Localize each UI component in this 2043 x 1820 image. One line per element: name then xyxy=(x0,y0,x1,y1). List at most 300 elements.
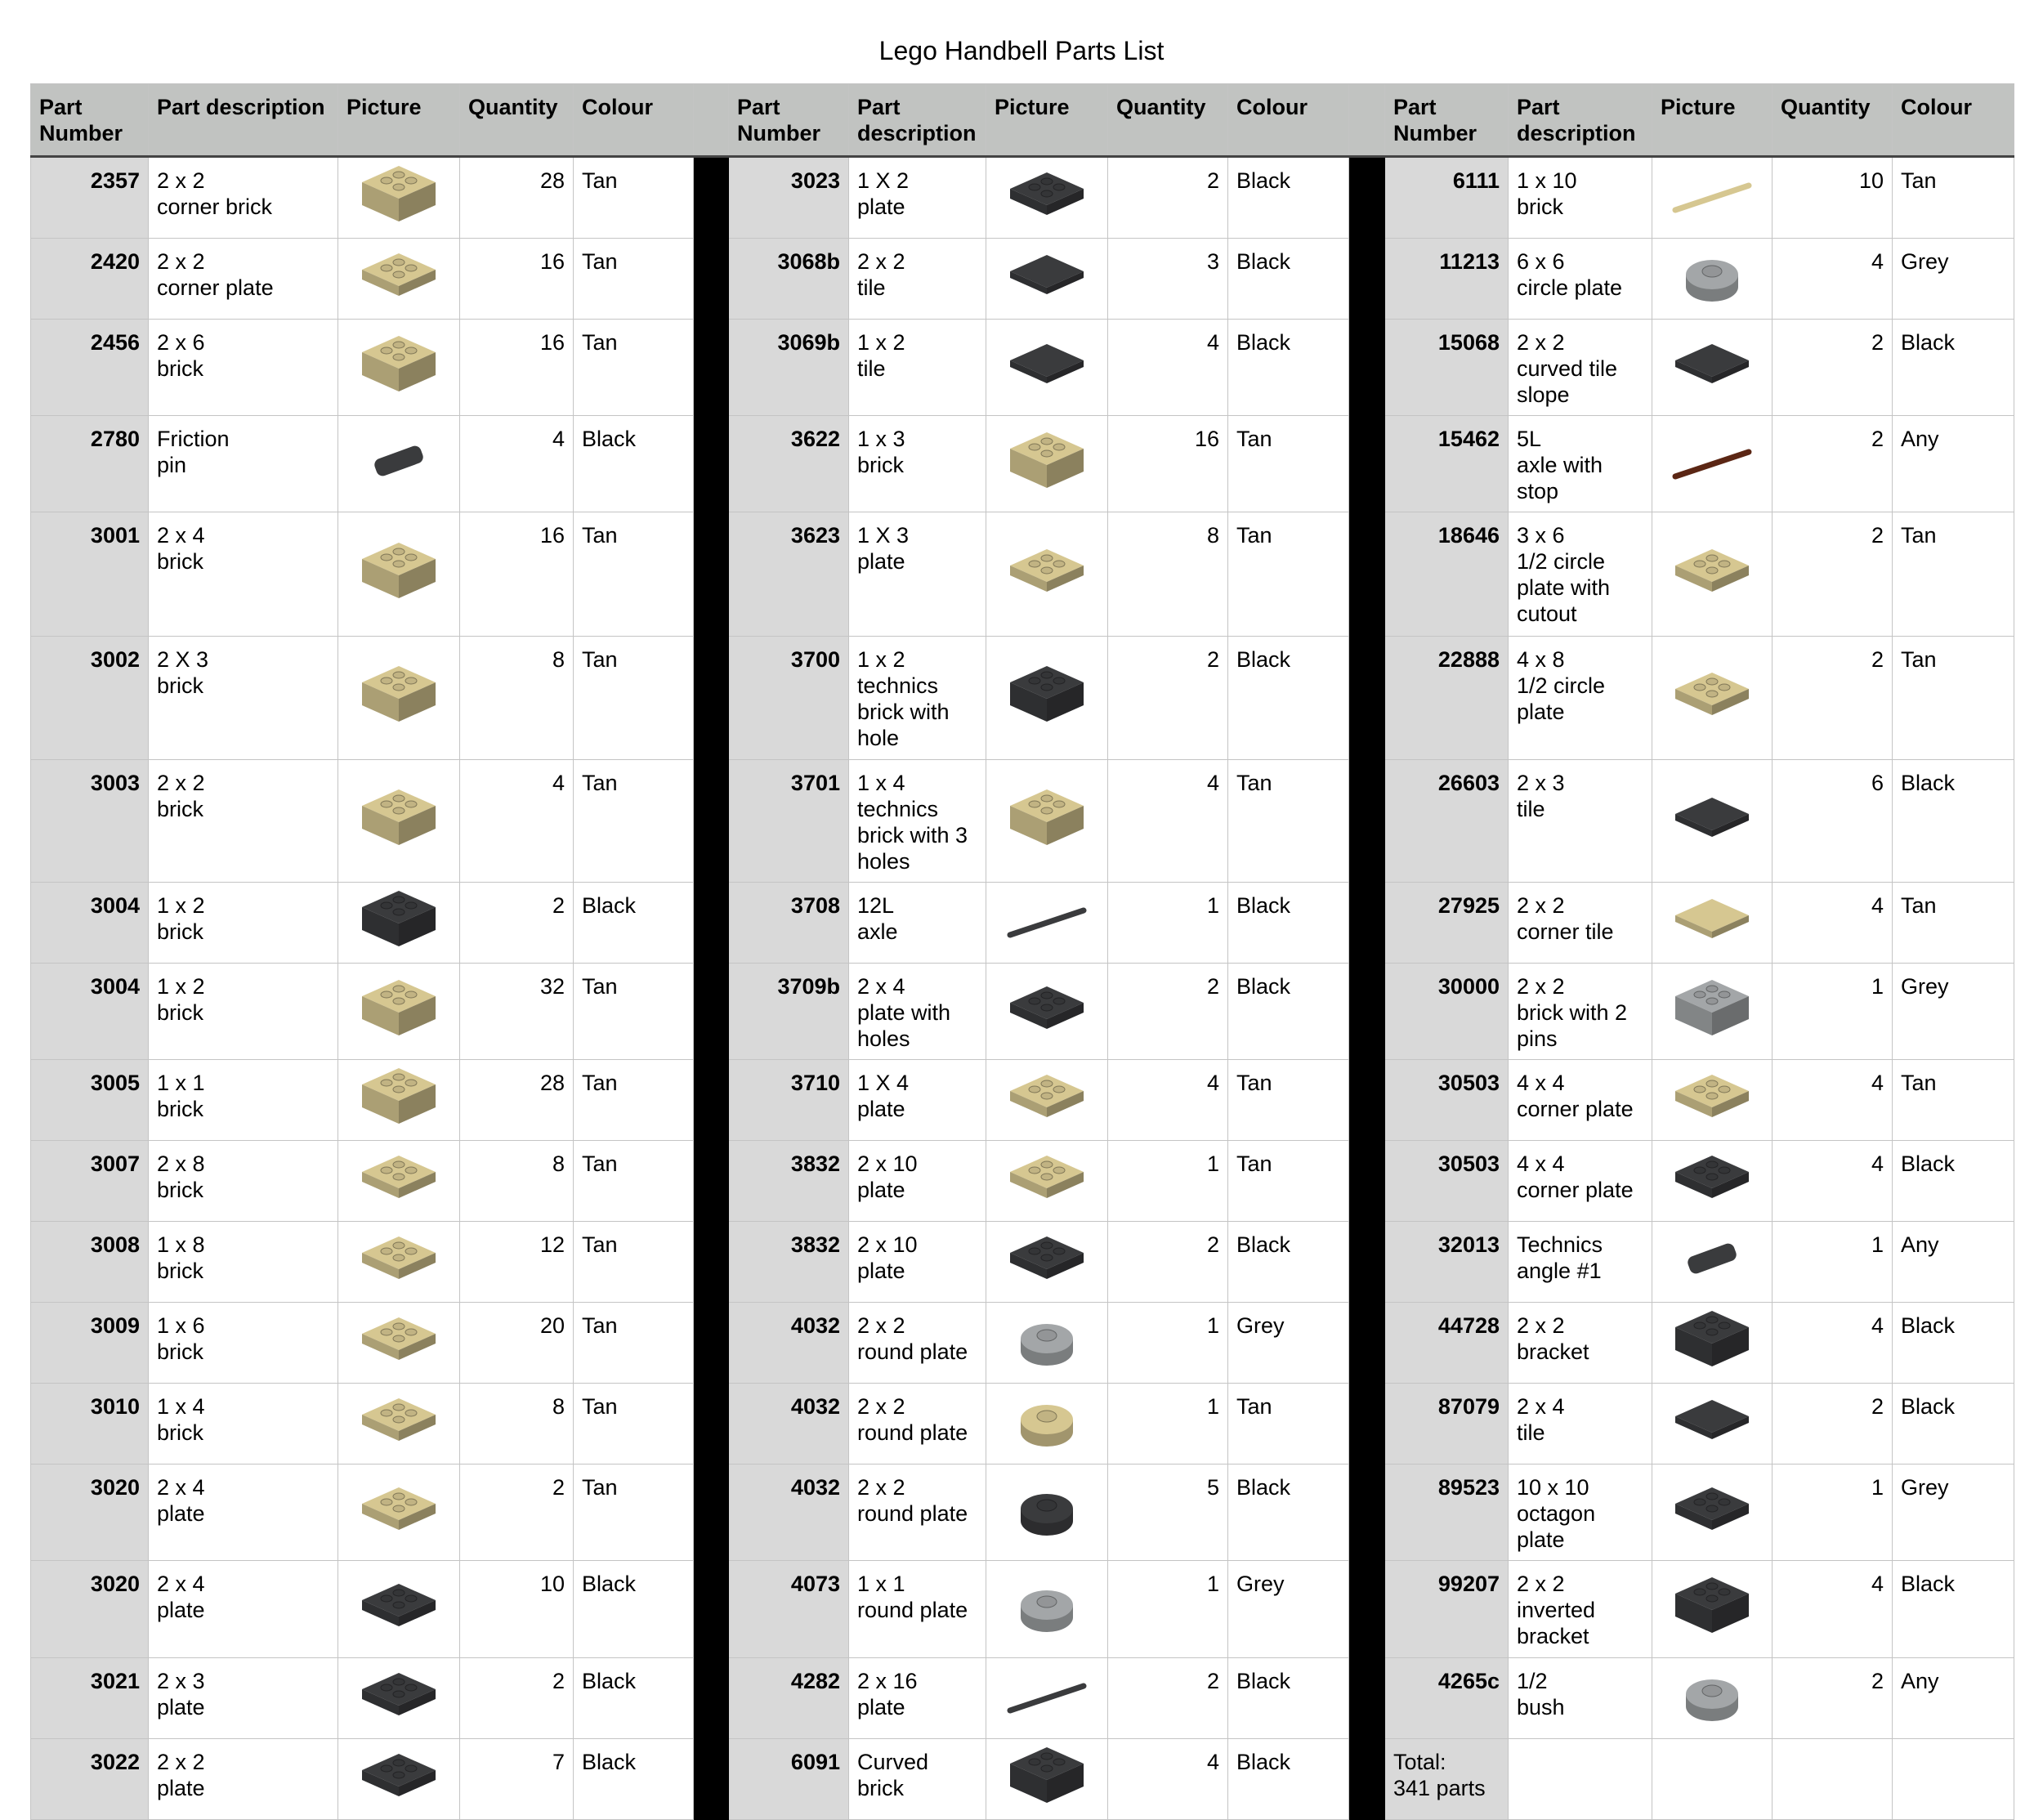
colour: Tan xyxy=(574,1384,694,1464)
part-number: 3832 xyxy=(729,1141,849,1222)
part-number: 27925 xyxy=(1385,883,1509,964)
part-picture xyxy=(1652,637,1773,760)
brick-icon xyxy=(998,1742,1096,1816)
part-description: 2 x 2 inverted bracket xyxy=(1509,1561,1652,1658)
part-description: Technics angle #1 xyxy=(1509,1222,1652,1303)
colour: Black xyxy=(1228,157,1349,239)
colour: Black xyxy=(1893,1384,2014,1464)
colour: Black xyxy=(1228,239,1349,320)
column-separator xyxy=(1349,1464,1385,1561)
part-picture xyxy=(986,1303,1108,1384)
table-row xyxy=(31,760,2014,883)
quantity: 1 xyxy=(1773,1222,1893,1303)
header-picture: Picture xyxy=(1652,84,1773,157)
part-description: 4 x 4 corner plate xyxy=(1509,1141,1652,1222)
quantity: 4 xyxy=(1773,239,1893,320)
colour: Tan xyxy=(574,157,694,239)
part-picture xyxy=(986,1222,1108,1303)
colour: Tan xyxy=(574,512,694,637)
column-separator xyxy=(1349,157,1385,239)
part-description: 2 x 4 brick xyxy=(149,512,338,637)
colour: Black xyxy=(574,883,694,964)
part-description: 1 x 1 brick xyxy=(149,1060,338,1141)
column-separator xyxy=(1349,239,1385,320)
part-description: 1 x 1 round plate xyxy=(849,1561,986,1658)
colour: Tan xyxy=(574,964,694,1060)
part-number: 3710 xyxy=(729,1060,849,1141)
part-description: 3 x 6 1/2 circle plate with cutout xyxy=(1509,512,1652,637)
part-number: 2420 xyxy=(31,239,149,320)
colour xyxy=(1893,1739,2014,1820)
column-separator xyxy=(1349,320,1385,416)
column-separator xyxy=(694,1141,729,1222)
part-number: 4073 xyxy=(729,1561,849,1658)
part-description: 2 x 2 tile xyxy=(849,239,986,320)
quantity: 16 xyxy=(460,320,574,416)
brick-icon xyxy=(350,161,448,235)
table-row xyxy=(31,883,2014,964)
plate-icon xyxy=(998,161,1096,235)
colour: Tan xyxy=(1228,760,1349,883)
part-number: 3001 xyxy=(31,512,149,637)
part-description: 2 X 3 brick xyxy=(149,637,338,760)
part-number: 3709b xyxy=(729,964,849,1060)
part-picture xyxy=(1652,1739,1773,1820)
part-picture xyxy=(338,157,460,239)
part-number: 3021 xyxy=(31,1658,149,1739)
column-separator xyxy=(694,512,729,637)
table-row xyxy=(31,1303,2014,1384)
brick-icon xyxy=(350,331,448,405)
part-picture xyxy=(338,1303,460,1384)
quantity: 4 xyxy=(1108,1060,1228,1141)
brick-icon xyxy=(350,785,448,858)
quantity: 8 xyxy=(1108,512,1228,637)
part-number: 4265c xyxy=(1385,1658,1509,1739)
column-separator xyxy=(1349,1658,1385,1739)
part-number: 3069b xyxy=(729,320,849,416)
plate-icon xyxy=(350,1572,448,1646)
column-separator xyxy=(694,1561,729,1658)
quantity: 4 xyxy=(1773,1303,1893,1384)
colour: Tan xyxy=(1893,157,2014,239)
part-description: 4 x 8 1/2 circle plate xyxy=(1509,637,1652,760)
plate-icon xyxy=(350,1225,448,1299)
header-part-number: Part Number xyxy=(729,84,849,157)
column-separator xyxy=(694,1384,729,1464)
column-separator xyxy=(1349,1222,1385,1303)
table-row xyxy=(31,1060,2014,1141)
table-row xyxy=(31,1464,2014,1561)
part-number: 3010 xyxy=(31,1384,149,1464)
part-description: 2 x 6 brick xyxy=(149,320,338,416)
part-description: 2 x 4 plate xyxy=(149,1561,338,1658)
colour: Black xyxy=(1228,320,1349,416)
colour: Tan xyxy=(1228,416,1349,512)
part-number: 3020 xyxy=(31,1561,149,1658)
header-colour: Colour xyxy=(574,84,694,157)
part-picture xyxy=(1652,760,1773,883)
column-separator xyxy=(694,1060,729,1141)
header-quantity: Quantity xyxy=(1773,84,1893,157)
part-number: 3023 xyxy=(729,157,849,239)
parts-table xyxy=(30,83,2014,1820)
table-row xyxy=(31,1222,2014,1303)
plate-icon xyxy=(350,1144,448,1218)
part-number: 44728 xyxy=(1385,1303,1509,1384)
quantity: 4 xyxy=(1773,883,1893,964)
header-row xyxy=(31,84,2014,157)
page-title: Lego Handbell Parts List xyxy=(878,36,1165,65)
part-number: 30000 xyxy=(1385,964,1509,1060)
part-picture xyxy=(338,1141,460,1222)
part-picture xyxy=(1652,1141,1773,1222)
part-description: 1 X 2 plate xyxy=(849,157,986,239)
header-colour: Colour xyxy=(1893,84,2014,157)
column-separator xyxy=(694,883,729,964)
quantity: 20 xyxy=(460,1303,574,1384)
part-description: 1 x 3 brick xyxy=(849,416,986,512)
part-description: 2 x 2 brick xyxy=(149,760,338,883)
part-picture xyxy=(338,760,460,883)
part-description: 2 x 2 bracket xyxy=(1509,1303,1652,1384)
plate-icon xyxy=(1663,1144,1761,1218)
part-picture xyxy=(338,1222,460,1303)
colour: Tan xyxy=(1228,512,1349,637)
part-description: 2 x 3 tile xyxy=(1509,760,1652,883)
brick-icon xyxy=(998,785,1096,858)
part-picture xyxy=(338,883,460,964)
quantity: 3 xyxy=(1108,239,1228,320)
colour: Any xyxy=(1893,1658,2014,1739)
table-row xyxy=(31,512,2014,637)
quantity: 2 xyxy=(1773,1658,1893,1739)
part-picture xyxy=(986,1141,1108,1222)
column-separator xyxy=(694,964,729,1060)
part-description: 1 x 2 brick xyxy=(149,964,338,1060)
tile-icon xyxy=(1663,785,1761,858)
part-picture xyxy=(986,416,1108,512)
round-icon xyxy=(998,1476,1096,1549)
quantity: 1 xyxy=(1108,1303,1228,1384)
part-description: 1 x 8 brick xyxy=(149,1222,338,1303)
colour: Tan xyxy=(574,760,694,883)
colour: Tan xyxy=(574,1303,694,1384)
table-row xyxy=(31,320,2014,416)
column-separator xyxy=(694,1464,729,1561)
part-number: 6111 xyxy=(1385,157,1509,239)
part-description: 2 x 10 plate xyxy=(849,1141,986,1222)
table-row xyxy=(31,416,2014,512)
part-description: 1 x 4 brick xyxy=(149,1384,338,1464)
part-picture xyxy=(1652,964,1773,1060)
quantity: 2 xyxy=(1108,1658,1228,1739)
quantity: 4 xyxy=(1108,760,1228,883)
bush-icon xyxy=(1663,1661,1761,1735)
column-separator xyxy=(1349,760,1385,883)
colour: Black xyxy=(1893,1561,2014,1658)
table-row xyxy=(31,1658,2014,1739)
colour: Tan xyxy=(1228,1141,1349,1222)
round-icon xyxy=(998,1572,1096,1646)
quantity: 16 xyxy=(1108,416,1228,512)
axle-icon xyxy=(998,1661,1096,1735)
brick-icon xyxy=(998,661,1096,735)
column-separator xyxy=(694,239,729,320)
part-picture xyxy=(338,416,460,512)
part-number: 3068b xyxy=(729,239,849,320)
tile-icon xyxy=(1663,331,1761,405)
quantity: 1 xyxy=(1108,883,1228,964)
quantity: 10 xyxy=(1773,157,1893,239)
header-colour: Colour xyxy=(1228,84,1349,157)
column-separator xyxy=(694,1222,729,1303)
table-row xyxy=(31,964,2014,1060)
part-number: 4282 xyxy=(729,1658,849,1739)
quantity: 28 xyxy=(460,1060,574,1141)
colour: Tan xyxy=(574,637,694,760)
part-picture xyxy=(338,1658,460,1739)
part-number: 4032 xyxy=(729,1464,849,1561)
part-description xyxy=(1509,1739,1652,1820)
round-icon xyxy=(998,1387,1096,1460)
quantity: 4 xyxy=(1773,1141,1893,1222)
quantity: 2 xyxy=(1773,320,1893,416)
table-row xyxy=(31,1384,2014,1464)
colour: Black xyxy=(574,1739,694,1820)
colour: Tan xyxy=(1893,883,2014,964)
column-separator xyxy=(1349,84,1385,157)
quantity: 2 xyxy=(1773,416,1893,512)
part-number: 3708 xyxy=(729,883,849,964)
part-picture xyxy=(338,964,460,1060)
part-number: 30503 xyxy=(1385,1060,1509,1141)
quantity: 12 xyxy=(460,1222,574,1303)
part-number: 99207 xyxy=(1385,1561,1509,1658)
quantity: 16 xyxy=(460,512,574,637)
part-picture xyxy=(986,1464,1108,1561)
plate-icon xyxy=(350,1387,448,1460)
colour: Tan xyxy=(574,1464,694,1561)
pin-icon xyxy=(1663,1225,1761,1299)
plate-icon xyxy=(998,1063,1096,1137)
part-picture xyxy=(1652,512,1773,637)
part-picture xyxy=(986,964,1108,1060)
colour: Tan xyxy=(1893,637,2014,760)
part-description: 1 x 2 brick xyxy=(149,883,338,964)
part-number: 3623 xyxy=(729,512,849,637)
part-number: 3009 xyxy=(31,1303,149,1384)
header-quantity: Quantity xyxy=(1108,84,1228,157)
part-number: 15462 xyxy=(1385,416,1509,512)
colour: Black xyxy=(574,1561,694,1658)
table-row xyxy=(31,637,2014,760)
part-picture xyxy=(338,1464,460,1561)
part-description: 1 x 10 brick xyxy=(1509,157,1652,239)
round-icon xyxy=(998,1306,1096,1380)
tile-icon xyxy=(998,331,1096,405)
header-part-description: Part description xyxy=(1509,84,1652,157)
column-separator xyxy=(694,157,729,239)
part-number: 89523 xyxy=(1385,1464,1509,1561)
quantity: 2 xyxy=(1108,157,1228,239)
column-separator xyxy=(1349,883,1385,964)
quantity: 1 xyxy=(1773,964,1893,1060)
colour: Any xyxy=(1893,416,2014,512)
part-picture xyxy=(338,1561,460,1658)
quantity: 8 xyxy=(460,637,574,760)
quantity: 5 xyxy=(1108,1464,1228,1561)
part-number: 30503 xyxy=(1385,1141,1509,1222)
plate-icon xyxy=(1663,661,1761,735)
quantity: 2 xyxy=(1108,1222,1228,1303)
part-description: 1 x 6 brick xyxy=(149,1303,338,1384)
tile-icon xyxy=(998,242,1096,315)
table-row xyxy=(31,239,2014,320)
colour: Black xyxy=(1893,1141,2014,1222)
part-picture xyxy=(986,512,1108,637)
part-picture xyxy=(1652,1464,1773,1561)
column-separator xyxy=(1349,964,1385,1060)
part-picture xyxy=(986,1658,1108,1739)
part-description: 2 x 2 brick with 2 pins xyxy=(1509,964,1652,1060)
part-picture xyxy=(1652,883,1773,964)
column-separator xyxy=(1349,1384,1385,1464)
part-description: 4 x 4 corner plate xyxy=(1509,1060,1652,1141)
column-separator xyxy=(694,320,729,416)
tile-icon xyxy=(1663,1387,1761,1460)
part-number: 11213 xyxy=(1385,239,1509,320)
part-description: 2 x 10 plate xyxy=(849,1222,986,1303)
table-row xyxy=(31,157,2014,239)
quantity: 4 xyxy=(460,416,574,512)
quantity: 2 xyxy=(460,1658,574,1739)
quantity: 4 xyxy=(1773,1060,1893,1141)
colour: Tan xyxy=(1893,1060,2014,1141)
part-picture xyxy=(338,1060,460,1141)
quantity: 16 xyxy=(460,239,574,320)
part-number: 3622 xyxy=(729,416,849,512)
column-separator xyxy=(694,1739,729,1820)
colour: Any xyxy=(1893,1222,2014,1303)
part-description: 2 x 2 curved tile slope xyxy=(1509,320,1652,416)
header-picture: Picture xyxy=(986,84,1108,157)
part-description: 2 x 2 corner tile xyxy=(1509,883,1652,964)
part-number: 3022 xyxy=(31,1739,149,1820)
part-description: 2 x 2 round plate xyxy=(849,1303,986,1384)
colour: Black xyxy=(1228,1739,1349,1820)
plate-icon xyxy=(350,1306,448,1380)
part-picture xyxy=(986,157,1108,239)
part-picture xyxy=(338,1739,460,1820)
part-number: 3008 xyxy=(31,1222,149,1303)
quantity: 4 xyxy=(1108,1739,1228,1820)
part-picture xyxy=(338,239,460,320)
part-description: 2 x 3 plate xyxy=(149,1658,338,1739)
part-picture xyxy=(986,760,1108,883)
column-separator xyxy=(694,416,729,512)
part-picture xyxy=(1652,239,1773,320)
quantity: 7 xyxy=(460,1739,574,1820)
quantity: 28 xyxy=(460,157,574,239)
part-description: 1 x 4 technics brick with 3 holes xyxy=(849,760,986,883)
part-description: 1 X 3 plate xyxy=(849,512,986,637)
column-separator xyxy=(1349,1303,1385,1384)
part-description: 2 x 2 corner brick xyxy=(149,157,338,239)
part-description: 1 x 2 tile xyxy=(849,320,986,416)
part-number: 22888 xyxy=(1385,637,1509,760)
part-picture xyxy=(338,512,460,637)
column-separator xyxy=(694,84,729,157)
part-description: 10 x 10 octagon plate xyxy=(1509,1464,1652,1561)
part-description: 6 x 6 circle plate xyxy=(1509,239,1652,320)
quantity: 2 xyxy=(1773,1384,1893,1464)
header-part-description: Part description xyxy=(849,84,986,157)
part-picture xyxy=(1652,320,1773,416)
column-separator xyxy=(694,1303,729,1384)
brick-icon xyxy=(350,886,448,959)
table-row xyxy=(31,1739,2014,1820)
colour: Tan xyxy=(1893,512,2014,637)
quantity: 32 xyxy=(460,964,574,1060)
colour: Black xyxy=(1893,1303,2014,1384)
column-separator xyxy=(1349,416,1385,512)
column-separator xyxy=(694,1658,729,1739)
part-picture xyxy=(338,320,460,416)
part-number: 3832 xyxy=(729,1222,849,1303)
part-description: 2 x 4 tile xyxy=(1509,1384,1652,1464)
part-picture xyxy=(1652,1060,1773,1141)
part-description: 2 x 2 corner plate xyxy=(149,239,338,320)
colour: Tan xyxy=(574,1060,694,1141)
plate-icon xyxy=(998,538,1096,611)
column-separator xyxy=(1349,637,1385,760)
part-number: 3004 xyxy=(31,883,149,964)
plate-icon xyxy=(1663,1063,1761,1137)
quantity: 8 xyxy=(460,1141,574,1222)
colour: Tan xyxy=(574,1222,694,1303)
part-number: 26603 xyxy=(1385,760,1509,883)
part-description: Friction pin xyxy=(149,416,338,512)
quantity: 2 xyxy=(1773,512,1893,637)
quantity: 2 xyxy=(1108,637,1228,760)
part-description: Curved brick xyxy=(849,1739,986,1820)
plate-icon xyxy=(998,1144,1096,1218)
part-number: 18646 xyxy=(1385,512,1509,637)
plate-icon xyxy=(998,1225,1096,1299)
plate-icon xyxy=(350,1661,448,1735)
table-row xyxy=(31,1141,2014,1222)
part-number: 3020 xyxy=(31,1464,149,1561)
colour: Black xyxy=(1228,637,1349,760)
plate-icon xyxy=(998,975,1096,1049)
quantity xyxy=(1773,1739,1893,1820)
quantity: 2 xyxy=(1108,964,1228,1060)
part-description: 5L axle with stop xyxy=(1509,416,1652,512)
part-picture xyxy=(1652,1303,1773,1384)
part-number: 2456 xyxy=(31,320,149,416)
brick-icon xyxy=(1663,1306,1761,1380)
part-picture xyxy=(986,239,1108,320)
part-number: 3701 xyxy=(729,760,849,883)
brick-icon xyxy=(1663,975,1761,1049)
plate-icon xyxy=(350,242,448,315)
header-picture: Picture xyxy=(338,84,460,157)
part-number: 2780 xyxy=(31,416,149,512)
colour: Black xyxy=(1228,964,1349,1060)
colour: Grey xyxy=(1893,964,2014,1060)
colour: Grey xyxy=(1228,1303,1349,1384)
